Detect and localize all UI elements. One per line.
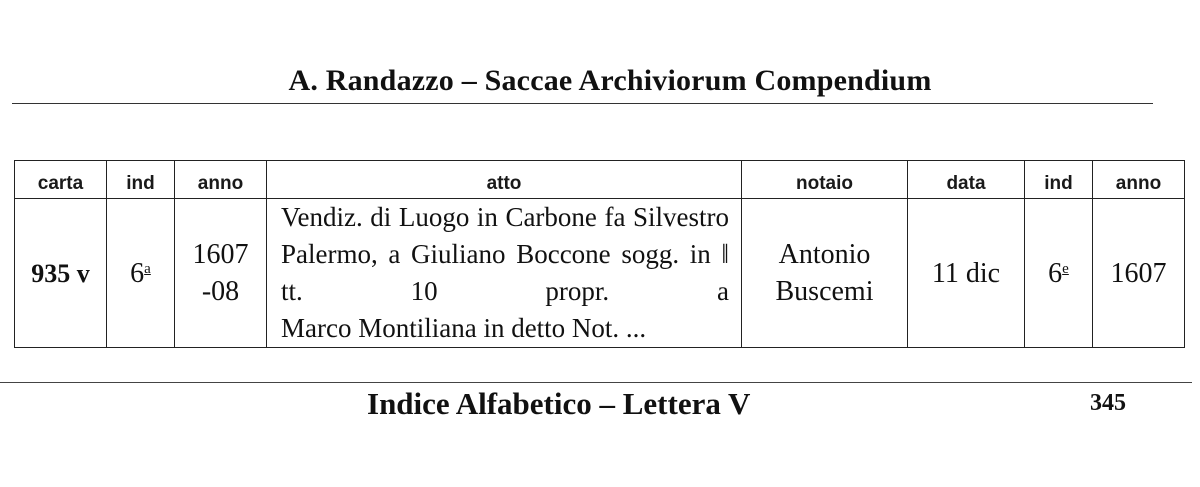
cell-ind [107, 199, 175, 348]
notaio-line-1: Antonio [778, 239, 871, 270]
column-header-notaio: notaio [742, 161, 908, 199]
column-header-atto: atto [267, 161, 742, 199]
atto-text: Vendiz. di Luogo in Carbone fa Silvestro Palermo, a Giuliano Boccone sogg. in ǁ tt. 10 propr. a [281, 202, 729, 306]
cell-atto [267, 199, 742, 348]
footer-rule [0, 382, 1192, 383]
column-header-ind-2: ind [1025, 161, 1093, 199]
column-header-carta: carta [15, 161, 107, 199]
notaio-line-2: Buscemi [775, 276, 874, 307]
column-header-anno: anno [175, 161, 267, 199]
anno-line-1: 1607 [192, 239, 249, 270]
table-header-row [15, 161, 1185, 199]
ind-suffix: a [144, 260, 151, 277]
page-number: 345 [1090, 390, 1126, 416]
column-header-data: data [908, 161, 1025, 199]
page-header-title: A. Randazzo – Saccae Archiviorum Compendium [288, 64, 932, 97]
page-footer-title: Indice Alfabetico – Lettera V [367, 386, 751, 421]
cell-anno [175, 199, 267, 348]
cell-notaio [742, 199, 908, 348]
column-header-anno-2: anno [1093, 161, 1185, 199]
cell-data: 11 dic [908, 199, 1025, 348]
table-row [15, 199, 1185, 348]
cell-anno-2: 1607 [1093, 199, 1185, 348]
ind2-number: 6 [1048, 257, 1063, 289]
cell-ind-2 [1025, 199, 1093, 348]
ind-number: 6 [130, 257, 145, 289]
atto-text-last-line: Marco Montiliana in detto Not. ... [281, 313, 647, 343]
cell-carta: 935 v [15, 199, 107, 348]
index-table [14, 160, 1185, 348]
column-header-ind: ind [107, 161, 175, 199]
header-rule [12, 103, 1153, 104]
anno-line-2: -08 [201, 276, 240, 307]
ind2-suffix: e [1062, 260, 1069, 277]
